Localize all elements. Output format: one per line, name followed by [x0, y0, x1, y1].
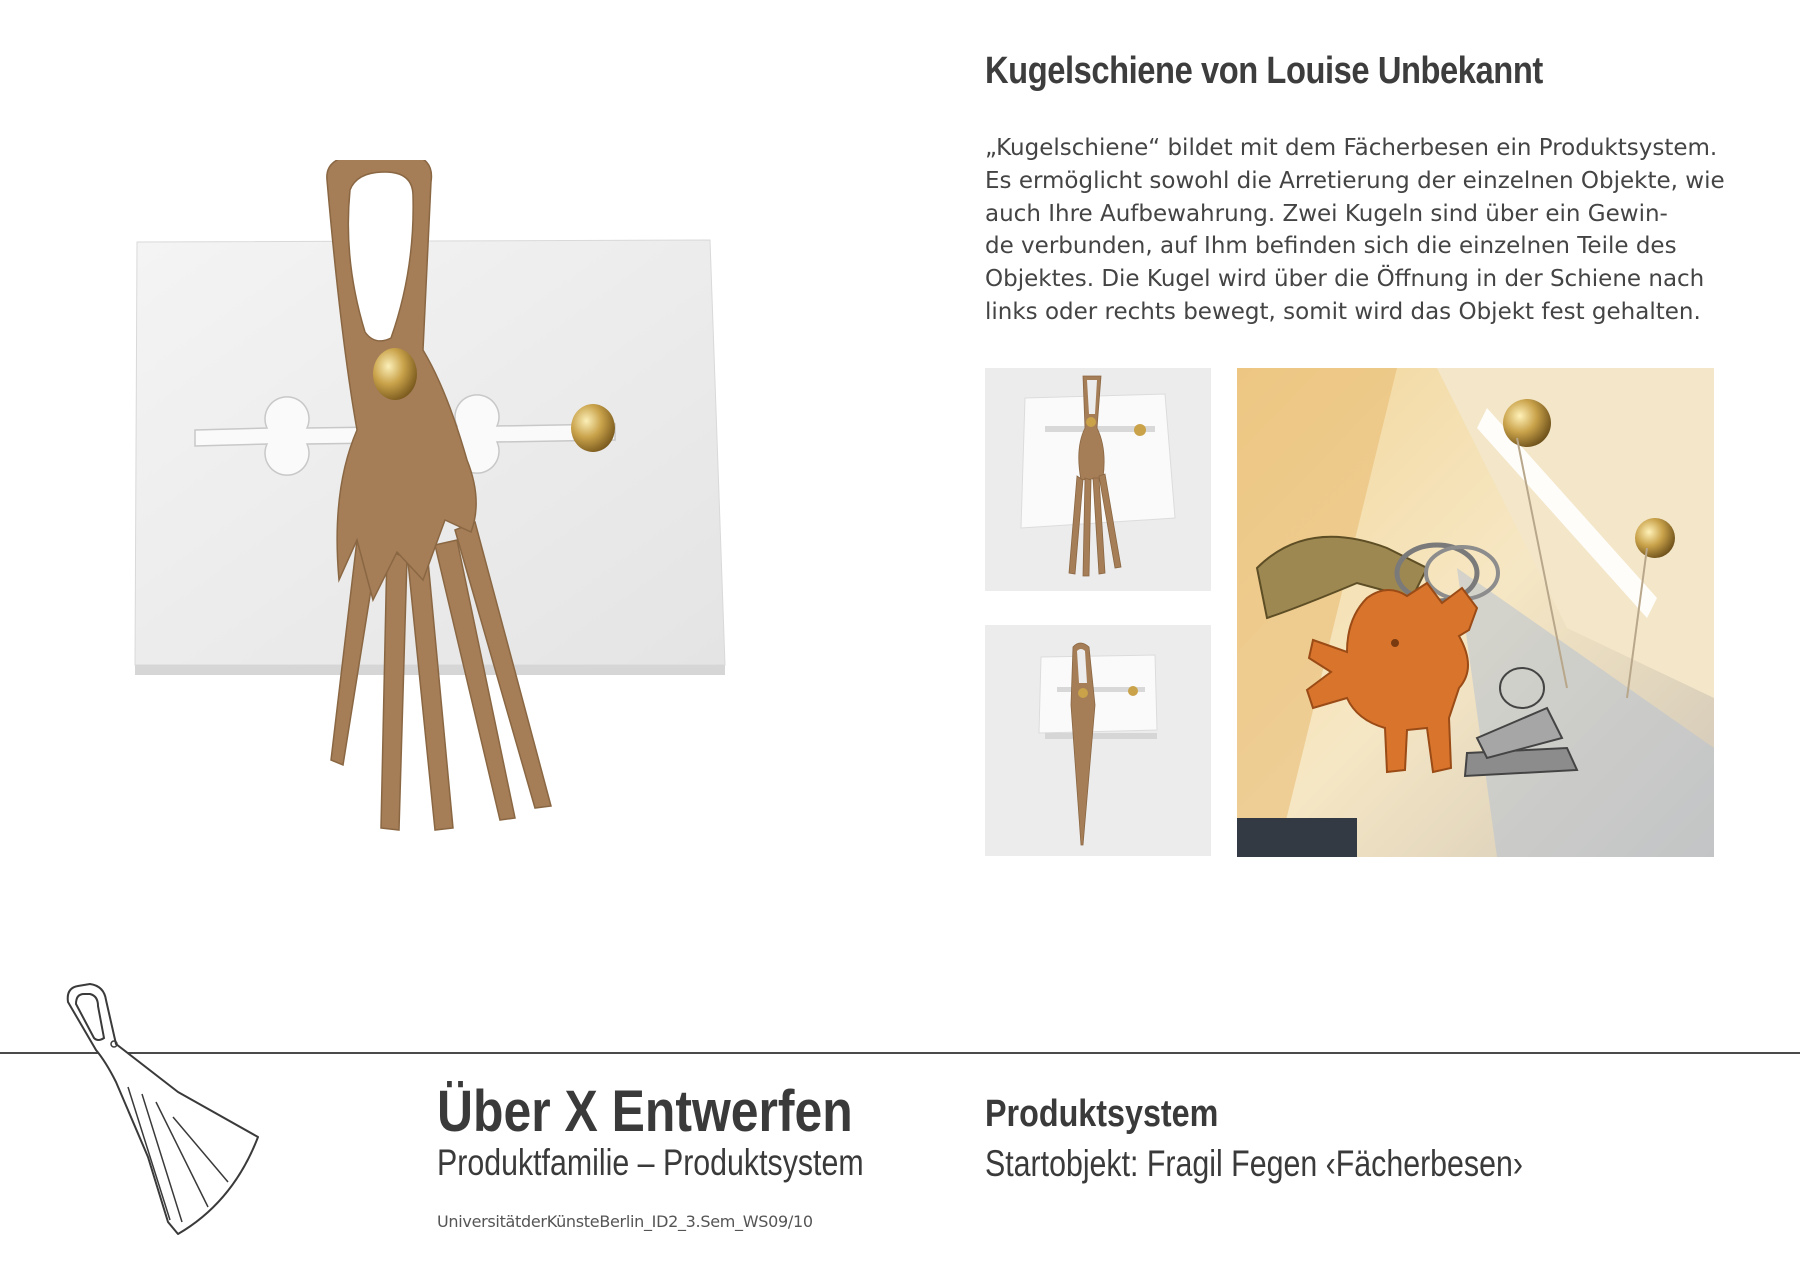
- thumbnail-open-broom: [985, 368, 1211, 591]
- description-line: Es ermöglicht sowohl die Arretierung der einzelnen Objekte, wie: [985, 167, 1725, 194]
- detail-photo-moose-keychain: [1237, 368, 1714, 857]
- brass-ball-right: [571, 404, 615, 452]
- page-title: Kugelschiene von Louise Unbekannt: [985, 50, 1543, 92]
- section-title: Produktsystem: [985, 1093, 1219, 1135]
- description-line: links oder rechts bewegt, somit wird das Objekt fest gehalten.: [985, 298, 1701, 325]
- course-subtitle: Produktfamilie – Produktsystem: [437, 1142, 864, 1183]
- description-line: „Kugelschiene“ bildet mit dem Fächerbesen ein Produktsystem.: [985, 135, 1718, 161]
- description-line: Objektes. Die Kugel wird über die Öffnung in der Schiene nach: [985, 266, 1705, 293]
- description-line: de verbunden, auf Ihm befinden sich die einzelnen Teile des: [985, 233, 1677, 260]
- course-title: Über X Entwerfen: [437, 1079, 853, 1144]
- brass-ball-top: [1503, 399, 1551, 447]
- description-line: auch Ihre Aufbewahrung. Zwei Kugeln sind über ein Gewin-: [985, 200, 1668, 227]
- description-paragraph: [985, 132, 1745, 329]
- brass-ball-left: [373, 348, 417, 400]
- university-credit: UniversitätderKünsteBerlin_ID2_3.Sem_WS09/10: [437, 1212, 813, 1231]
- main-product-photo: [95, 160, 755, 1000]
- section-subtitle: Startobjekt: Fragil Fegen ‹Fächerbesen›: [985, 1143, 1523, 1184]
- fan-broom-logo-icon: [58, 982, 308, 1237]
- thumbnail-closed-broom: [985, 625, 1211, 856]
- brass-ball-middle: [1635, 518, 1675, 558]
